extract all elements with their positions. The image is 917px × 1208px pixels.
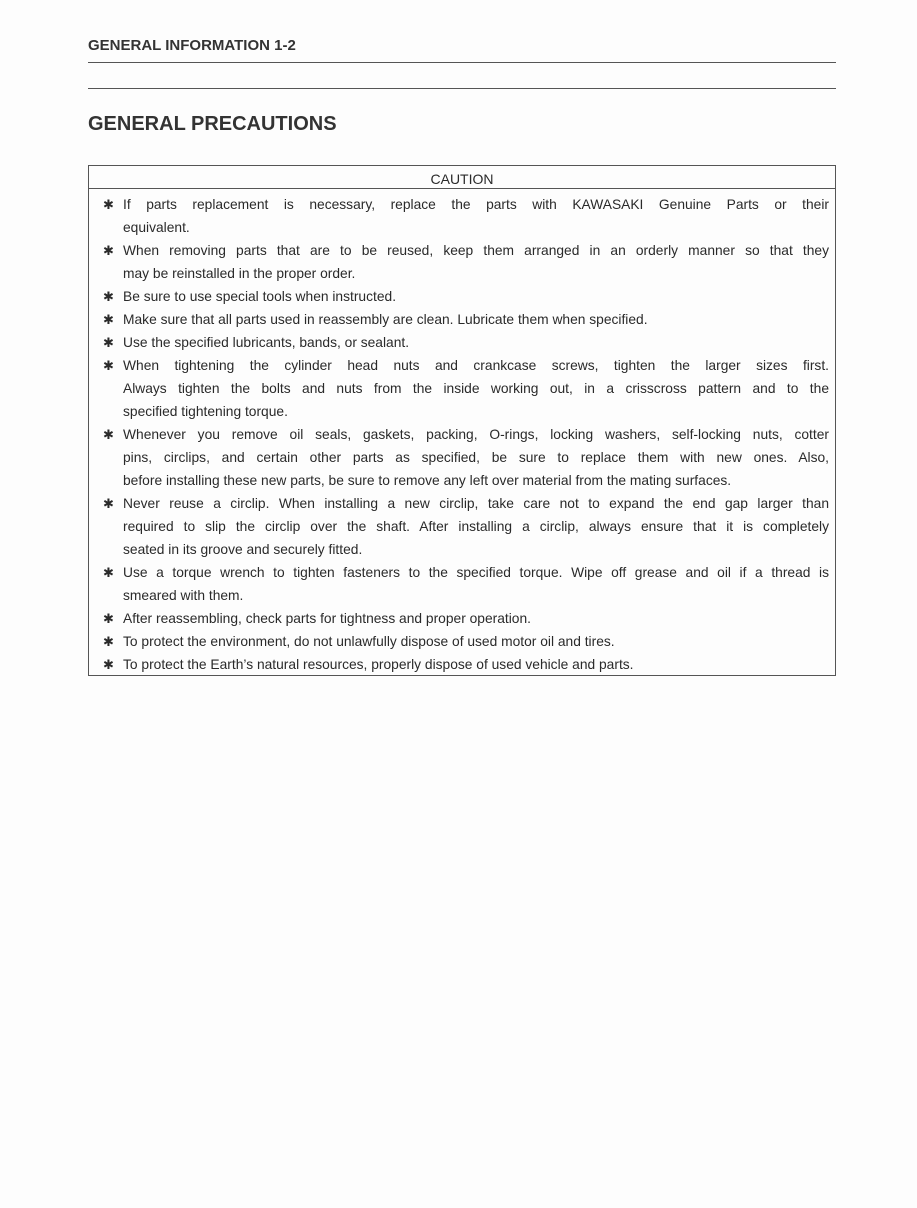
caution-item xyxy=(103,492,829,561)
caution-item-line: When removing parts that are to be reused, keep them arranged in an orderly manner so that they xyxy=(123,243,829,258)
header-rule xyxy=(88,62,836,63)
caution-item-line: may be reinstalled in the proper order. xyxy=(123,266,356,281)
caution-item-line: equivalent. xyxy=(123,220,190,235)
section-title: GENERAL PRECAUTIONS xyxy=(88,113,337,135)
caution-item-line: Whenever you remove oil seals, gaskets, packing, O-rings, locking washers, self-locking nuts, cotter xyxy=(123,427,829,442)
caution-item-line: Use the specified lubricants, bands, or sealant. xyxy=(123,335,410,350)
caution-item-line: If parts replacement is necessary, replace the parts with KAWASAKI Genuine Parts or their xyxy=(123,197,829,212)
caution-list xyxy=(89,189,835,676)
asterisk-bullet-icon: ✱ xyxy=(103,312,114,327)
page-header: GENERAL INFORMATION 1-2 xyxy=(88,37,296,54)
caution-item-line: pins, circlips, and certain other parts as specified, be sure to replace them with new ones. Also, xyxy=(123,450,829,465)
caution-item-line: After reassembling, check parts for tightness and proper operation. xyxy=(123,611,531,626)
asterisk-bullet-icon: ✱ xyxy=(103,289,114,304)
asterisk-bullet-icon: ✱ xyxy=(103,358,114,373)
caution-item xyxy=(103,285,829,308)
asterisk-bullet-icon: ✱ xyxy=(103,243,114,258)
asterisk-bullet-icon: ✱ xyxy=(103,335,114,350)
asterisk-bullet-icon: ✱ xyxy=(103,427,114,442)
caution-item-line: specified tightening torque. xyxy=(123,404,288,419)
asterisk-bullet-icon: ✱ xyxy=(103,657,114,672)
caution-item-line: Always tighten the bolts and nuts from the inside working out, in a crisscross pattern and to the xyxy=(123,381,829,396)
caution-label: CAUTION xyxy=(89,166,835,189)
caution-item xyxy=(103,607,829,630)
caution-item-line: Never reuse a circlip. When installing a new circlip, take care not to expand the end gap larger than xyxy=(123,496,829,511)
asterisk-bullet-icon: ✱ xyxy=(103,496,114,511)
asterisk-bullet-icon: ✱ xyxy=(103,565,114,580)
caution-item-line: Make sure that all parts used in reassembly are clean. Lubricate them when specified. xyxy=(123,312,648,327)
section-rule xyxy=(88,88,836,89)
caution-item xyxy=(103,630,829,653)
caution-item xyxy=(103,653,829,676)
caution-item xyxy=(103,239,829,285)
caution-item-line: To protect the Earth’s natural resources, properly dispose of used vehicle and parts. xyxy=(123,657,634,672)
caution-item xyxy=(103,423,829,492)
caution-item xyxy=(103,331,829,354)
caution-item-line: To protect the environment, do not unlawfully dispose of used motor oil and tires. xyxy=(123,634,615,649)
caution-item xyxy=(103,308,829,331)
caution-box xyxy=(88,165,836,676)
caution-item-line: Be sure to use special tools when instructed. xyxy=(123,289,397,304)
caution-item-line: Use a torque wrench to tighten fasteners to the specified torque. Wipe off grease and oil if a thread is xyxy=(123,565,829,580)
caution-item-line: smeared with them. xyxy=(123,588,244,603)
asterisk-bullet-icon: ✱ xyxy=(103,634,114,649)
caution-item-line: before installing these new parts, be sure to remove any left over material from the mating surfaces. xyxy=(123,473,732,488)
asterisk-bullet-icon: ✱ xyxy=(103,611,114,626)
asterisk-bullet-icon: ✱ xyxy=(103,197,114,212)
caution-item xyxy=(103,193,829,239)
caution-item xyxy=(103,354,829,423)
caution-item-line: seated in its groove and securely fitted. xyxy=(123,542,363,557)
caution-item-line: When tightening the cylinder head nuts and crankcase screws, tighten the larger sizes first. xyxy=(123,358,829,373)
caution-item-line: required to slip the circlip over the shaft. After installing a circlip, always ensure that it is completely xyxy=(123,519,829,534)
caution-item xyxy=(103,561,829,607)
